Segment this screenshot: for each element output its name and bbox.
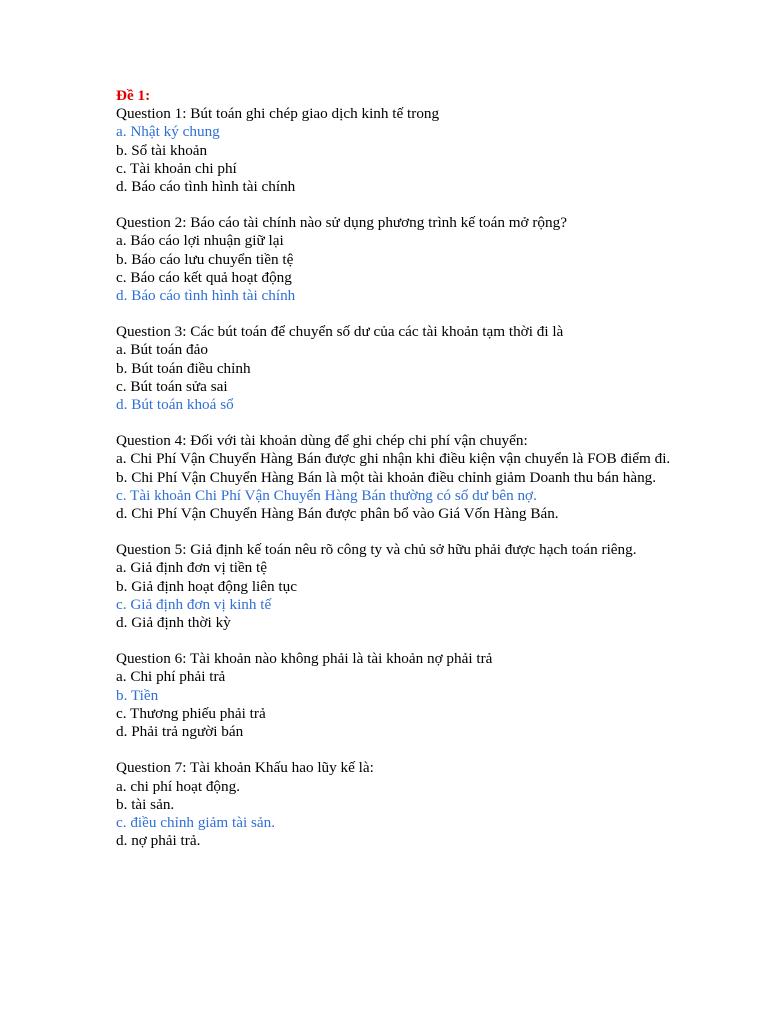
option-a: a. Nhật ký chung [116,123,220,141]
option-d: d. nợ phải trả. [116,832,201,850]
option-a: a. Chi Phí Vận Chuyển Hàng Bán được ghi nhận khi điều kiện vận chuyển là FOB điểm đi. [116,450,671,468]
question-7 [116,759,676,850]
option-b: b. Giả định hoạt động liên tục [116,577,297,595]
option-c: c. Tài khoản Chi Phí Vận Chuyển Hàng Bán thường có số dư bên nợ. [116,486,537,504]
question-text: Question 3: Các bút toán để chuyển số dư của các tài khoản tạm thời đi là [116,323,564,341]
option-b: b. Sổ tài khoản [116,141,208,159]
question-4 [116,432,676,523]
question-text: Question 1: Bút toán ghi chép giao dịch kinh tế trong [116,105,440,123]
question-1 [116,105,676,196]
question-2 [116,214,676,305]
document-page [116,87,676,850]
option-d: d. Bút toán khoá sổ [116,396,234,414]
option-c: c. Tài khoản chi phí [116,159,237,177]
option-c: c. Bút toán sửa sai [116,377,228,395]
question-text: Question 5: Giả định kế toán nêu rõ công ty và chủ sở hữu phải được hạch toán riêng. [116,541,637,559]
question-text: Question 2: Báo cáo tài chính nào sử dụng phương trình kế toán mở rộng? [116,214,567,232]
question-6 [116,650,676,741]
option-c: c. điều chỉnh giảm tài sản. [116,813,276,831]
question-text: Question 4: Đối với tài khoản dùng để ghi chép chi phí vận chuyển: [116,432,528,450]
option-c: c. Giả định đơn vị kinh tế [116,595,272,613]
option-d: d. Báo cáo tình hình tài chính [116,287,296,305]
document-title: Đề 1: [116,87,151,104]
option-d: d. Phải trả người bán [116,723,244,741]
question-3 [116,323,676,414]
option-a: a. Chi phí phải trả [116,668,226,686]
question-5 [116,541,676,632]
option-d: d. Chi Phí Vận Chuyển Hàng Bán được phân bổ vào Giá Vốn Hàng Bán. [116,505,559,523]
option-a: a. Báo cáo lợi nhuận giữ lại [116,232,284,250]
option-b: b. Chi Phí Vận Chuyển Hàng Bán là một tài khoản điều chỉnh giảm Doanh thu bán hàng. [116,468,657,486]
option-a: a. chi phí hoạt động. [116,777,241,795]
option-c: c. Báo cáo kết quả hoạt động [116,268,292,286]
option-b: b. tài sản. [116,795,175,813]
option-a: a. Giả định đơn vị tiền tệ [116,559,268,577]
question-text: Question 6: Tài khoản nào không phải là tài khoản nợ phải trả [116,650,493,668]
question-text: Question 7: Tài khoản Khấu hao lũy kế là: [116,759,374,777]
option-b: b. Bút toán điều chỉnh [116,359,251,377]
option-a: a. Bút toán đảo [116,341,208,359]
option-b: b. Tiền [116,686,159,704]
option-d: d. Giả định thời kỳ [116,614,231,632]
option-b: b. Báo cáo lưu chuyển tiền tệ [116,250,294,268]
option-d: d. Báo cáo tình hình tài chính [116,178,296,196]
option-c: c. Thương phiếu phải trả [116,704,266,722]
